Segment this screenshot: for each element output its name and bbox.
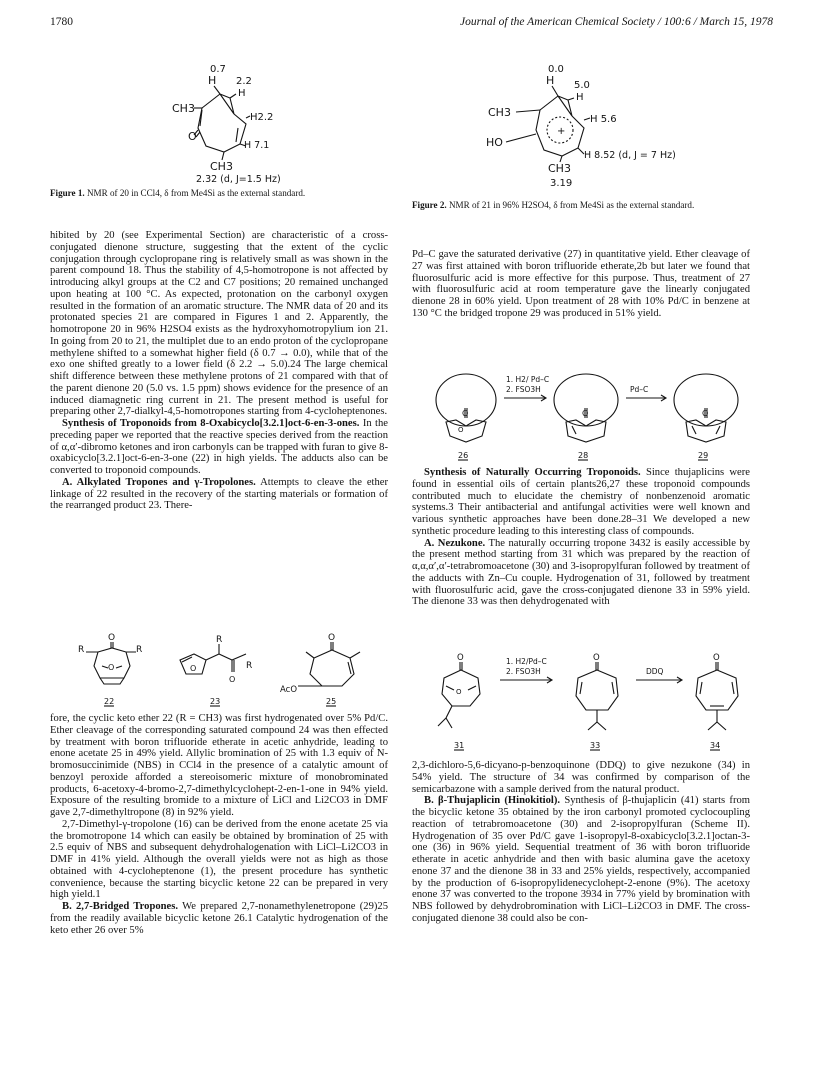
- fig1-oxygen: O: [188, 130, 197, 143]
- scheme-compounds-31-33-34: [420, 650, 750, 755]
- journal-citation: Journal of the American Chemical Society / 100:6 / March 15, 1978: [460, 16, 773, 28]
- section-heading-natural-troponoids: Synthesis of Naturally Occurring Troponoids.: [424, 467, 641, 478]
- svg-text:O: O: [462, 409, 469, 418]
- svg-text:R: R: [78, 645, 85, 655]
- right-paragraph-3: A. Nezukone. The naturally occurring tropone 3432 is easily accessible by the present method starting from 31 which was prepared by the reaction of α,α,α′,α′-tetrabromoacetone (30) and 3-isopropylfuran followed by treatment of the adducts with Zn–Cu couple. Hydrogenation of 31, followed by treatment with fluorosulfuric acid, gave the cross-conjugated dienone 33 in 59% yield. The dienone 33 was then dehydrogenated with: [412, 537, 750, 608]
- figure-2-caption-text: NMR of 21 in 96% H2SO4, δ from Me4Si as the external standard.: [448, 200, 695, 210]
- compound-26-label: 26: [458, 451, 469, 460]
- figure-1-caption-label: Figure 1.: [50, 188, 85, 198]
- page-number: 1780: [50, 16, 73, 28]
- left-paragraph-5: 2,7-Dimethyl-γ-tropolone (16) can be derived from the enone acetate 25 via the bromotropone 14 which can easily be obtained by bromination of 25 with 2.5 equiv of NBS and subsequent dehydrohalogenation with LiCl–Li2CO3 in DMF in 41% yield. Although the overall yields were not as high as those obtained with 4-cycloheptenone (1), the present procedure has synthetic convenience, because the starting bicyclic ketone 22 can be prepared in very high yield.1: [50, 818, 388, 901]
- fig1-h-endo: H: [238, 88, 246, 99]
- svg-text:O: O: [457, 653, 464, 663]
- left-paragraph-6: B. 2,7-Bridged Tropones. We prepared 2,7-nonamethylenetropone (29)25 from the readily available bicyclic ketone 26.1 Catalytic hydrogenation of the keto ether 26 over 5%: [50, 901, 388, 936]
- right-paragraph-1: Pd–C gave the saturated derivative (27) in quantitative yield. Ether cleavage of 27 was first attained with boron trifluoride etherate,2b but later we found that fluorosulfuric acid is more effective for this purpose. Thus, treatment of 27 with fluorosulfuric acid at room temperature gave the linearly conjugated dienone 28 in 60% yield. Upon treatment of 28 with 10% Pd/C in benzene at 130 °C the bridged tropone 29 was produced in 51% yield.: [412, 249, 750, 319]
- svg-text:O: O: [593, 653, 600, 663]
- figure-1-caption: [50, 188, 390, 199]
- left-column-lower: [50, 713, 388, 936]
- left-column-upper: [50, 230, 388, 512]
- right-paragraph-5: B. β-Thujaplicin (Hinokitiol). Synthesis of β-thujaplicin (41) starts from the bicyclic ketone 35 obtained by the iron carbonyl promoted cyclocoupling reaction of tetrabromoacetone (30) and 2-isopropylfuran (Scheme II). Hydrogenation of 35 over Pd/C gave 1-isopropyl-8-oxabicyclo[3.2.1]octan-3-one (36) in 96% yield. Sequential treatment of 36 with boron trifluoride etherate in acetic anhydride and then with basic alumina gave the acetoxy enone 37 and the dienone 38 in 33 and 25% yields, respectively, accompanied by the production of 6-isopropylidenecyclohept-2-enone (9%). The acetoxy enone 37 was converted to the tropone 3934 in 77% yield by bromination with NBS followed by dehydrobromination with LiCl–Li2CO3 in DMF. The cross-conjugated dienone 38 could also be con-: [412, 795, 751, 924]
- svg-text:R: R: [216, 635, 223, 645]
- svg-text:2. FSO3H: 2. FSO3H: [506, 385, 541, 394]
- fig2-h-endo: H: [576, 92, 584, 103]
- fig2-h-top: H: [546, 74, 555, 87]
- fig2-h-right: H 5.6: [590, 114, 617, 125]
- compound-34-label: 34: [710, 741, 721, 750]
- svg-text:O: O: [328, 633, 336, 643]
- fig1-h-top: H: [208, 74, 217, 87]
- svg-text:O: O: [108, 663, 115, 672]
- compound-22-label: 22: [104, 697, 115, 706]
- svg-text:R: R: [246, 661, 253, 671]
- fig1-h-right: H2.2: [250, 112, 274, 123]
- compound-28-label: 28: [578, 451, 589, 460]
- svg-text:1. H2/Pd–C: 1. H2/Pd–C: [506, 657, 547, 666]
- figure-1-structure: [150, 58, 350, 188]
- subsection-heading-a-alkylated: A. Alkylated Tropones and γ-Tropolones.: [62, 476, 256, 488]
- subsection-heading-b-thujaplicin: B. β-Thujaplicin (Hinokitiol).: [424, 795, 561, 807]
- right-column-upper: [412, 249, 750, 320]
- right-paragraph-4: 2,3-dichloro-5,6-dicyano-p-benzoquinone (DDQ) to give nezukone (34) in 54% yield. The structure of 34 was confirmed by comparison of the semicarbazone with a sample derived from the natural product.: [412, 760, 750, 795]
- figure-2-structure: [486, 58, 718, 198]
- right-paragraph-2: Synthesis of Naturally Occurring Troponoids. Since thujaplicins were found in essential oils of certain plants26,27 these troponoid compounds contributed much to elucidate the chemistry of nonbenzenoid aromatic systems.3 Their antibacterial and antifungal activities were well known and various synthetic approaches have been done.28–31 We developed a new synthetic procedure leading to this interesting class of compounds.: [412, 467, 750, 537]
- fig1-ch3-bottom-shift: 2.32 (d, J=1.5 Hz): [196, 174, 281, 185]
- left-paragraph-1: hibited by 20 (see Experimental Section) are characteristic of a cross-conjugated dienone structure, suggesting that the extent of the cyclic conjugation through cyclopropane ring is relatively small as was shown in the parent compound 18. Thus the stability of 4,5-homotropone is not affected by introducing alkyl groups at the C2 and C7 positions; 20 remained unchanged upon heating at 100 °C. As expected, protonation on the carbonyl oxygen resulted in the formation of an aromatic structure. The NMR data of 20 and its protonated species 21 are compared in Figures 1 and 2. Apparently, the homotropone 20 in 96% H2SO4 exists as the hydroxyhomotropylium ion 21. In going from 20 to 21, the multiplet due to an endo proton of the cyclopropane methylene shifted to a somewhat higher field (δ 0.7 → 0.0), while that of the exo one shifted greatly to a lower field (δ 2.2 → 5.0).24 The large chemical shift difference between these methylene protons of 21 compared with that of the parent dienone 20 (5.0 vs. 1.5 ppm) shows evidence for the presence of an induced diamagnetic ring current in 21. The present method is useful for preparing other 2,7-dialkyl-4,5-homotropones starting from 4-cycloheptenones.: [50, 230, 388, 418]
- left-paragraph-4: fore, the cyclic keto ether 22 (R = CH3) was first hydrogenated over 5% Pd/C. Ether cleavage of the corresponding saturated compound 24 was then effected by treatment with boron trifluoride etherate in acetic anhydride, leading to enone acetate 25 in 49% yield. Allylic bromination of 25 with 1.3 equiv of N-bromosuccinimide (NBS) in CCl4 in the presence of a catalytic amount of benzoyl peroxide afforded a stereoisomeric mixture of monobrominated products, 6-acetoxy-4-bromo-2,7-dimethylcyclohept-2-en-1-one in 94% yield. Exposure of the resulting bromide to a mixture of LiCl and Li2CO3 in DMF gave 2,7-dimethyltropone (8) in 92% yield.: [50, 713, 388, 818]
- figure-2-caption: [412, 200, 750, 211]
- fig1-h-top-value: 0.7: [210, 64, 226, 75]
- fig1-h-endo-value: 2.2: [236, 76, 252, 87]
- fig2-plus: +: [557, 126, 566, 137]
- section-heading-troponoids: Synthesis of Troponoids from 8-Oxabicyclo[3.2.1]oct-6-en-3-ones.: [62, 418, 360, 429]
- svg-text:O: O: [713, 653, 720, 663]
- svg-text:O: O: [456, 688, 462, 696]
- svg-text:O: O: [229, 675, 236, 684]
- compound-25-label: 25: [326, 697, 337, 706]
- compound-33-label: 33: [590, 741, 601, 750]
- fig2-h-top-value: 0.0: [548, 64, 564, 75]
- subsection-heading-b-bridged: B. 2,7-Bridged Tropones.: [62, 901, 179, 912]
- fig2-h-endo-value: 5.0: [574, 80, 590, 91]
- figure-2-caption-label: Figure 2.: [412, 200, 447, 210]
- compound-29-label: 29: [698, 451, 709, 460]
- svg-text:O: O: [190, 664, 197, 673]
- svg-text:1. H2/ Pd–C: 1. H2/ Pd–C: [506, 375, 550, 384]
- fig1-ch3-left: CH3: [172, 102, 195, 115]
- svg-text:O: O: [702, 409, 709, 418]
- svg-text:O: O: [582, 409, 589, 418]
- fig2-ho: HO: [486, 136, 503, 149]
- fig2-ch3-bottom-shift: 3.19: [550, 178, 573, 189]
- subsection-heading-a-nezukone: A. Nezukone.: [424, 537, 486, 549]
- left-paragraph-3: A. Alkylated Tropones and γ-Tropolones. Attempts to cleave the ether linkage of 22 resulted in the recovery of the starting materials or formation of the rearranged product 23. There-: [50, 476, 388, 512]
- compound-31-label: 31: [454, 741, 465, 750]
- scheme-compounds-26-28-29: [430, 370, 750, 465]
- fig1-h-bottom: H 7.1: [244, 140, 270, 151]
- svg-text:O: O: [108, 633, 116, 643]
- left-paragraph-2: Synthesis of Troponoids from 8-Oxabicyclo[3.2.1]oct-6-en-3-ones. In the preceding paper we reported that the reactive species derived from the reaction of α,α′-dibromo ketones and iron carbonyls can be trapped with furan to give 8-oxabicyclo[3.2.1]oct-6-en-3-one (22) in high yields. The adducts also can be converted to troponoid compounds.: [50, 418, 388, 476]
- right-column-middle: [412, 467, 750, 608]
- svg-text:2. FSO3H: 2. FSO3H: [506, 667, 541, 676]
- right-column-lower: [412, 760, 750, 925]
- fig2-ch3-bottom: CH3: [548, 162, 571, 175]
- fig1-ch3-bottom: CH3: [210, 160, 233, 173]
- compound-23-label: 23: [210, 697, 221, 706]
- svg-text:R: R: [136, 645, 143, 655]
- svg-text:Pd–C: Pd–C: [630, 385, 649, 394]
- svg-text:AcO: AcO: [280, 685, 298, 695]
- scheme-compounds-22-23-25: [70, 630, 390, 710]
- svg-text:DDQ: DDQ: [646, 667, 664, 676]
- svg-text:O: O: [458, 426, 464, 434]
- figure-1-caption-text: NMR of 20 in CCl4, δ from Me4Si as the external standard.: [86, 188, 306, 198]
- page-header: [50, 16, 773, 32]
- fig2-h-bottom: H 8.52 (d, J = 7 Hz): [584, 150, 676, 161]
- fig2-ch3-left: CH3: [488, 106, 511, 119]
